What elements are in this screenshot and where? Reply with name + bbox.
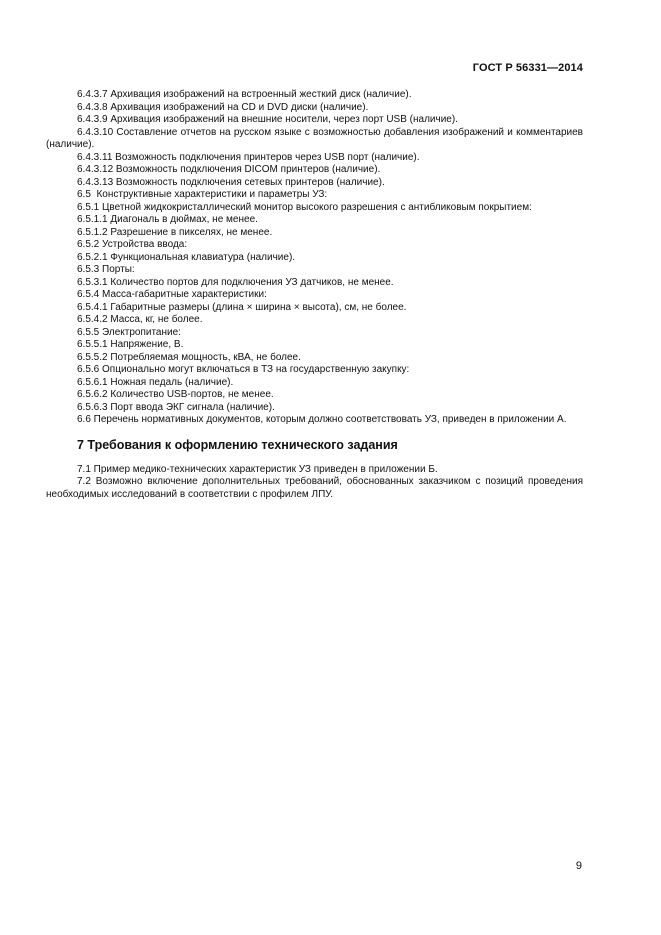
paragraph-6-5-3-1: 6.5.3.1 Количество портов для подключения УЗ датчиков, не менее. [77, 276, 394, 288]
paragraph-6-4-3-9: 6.4.3.9 Архивация изображений на внешние носители, через порт USB (наличие). [77, 114, 458, 125]
paragraph-6-4-3-7: 6.4.3.7 Архивация изображений на встроенный жесткий диск (наличие). [77, 89, 412, 100]
paragraph-6-6: 6.6 Перечень нормативных документов, которым должно соответствовать УЗ, приведен в приложении А. [77, 414, 567, 425]
paragraph-6-5-5: 6.5.5 Электропитание: [77, 326, 181, 338]
paragraph-6-4-3-13: 6.4.3.13 Возможность подключения сетевых принтеров (наличие). [77, 176, 385, 188]
paragraph-7-1: 7.1 Пример медико-технических характеристик УЗ приведен в приложении Б. [77, 463, 438, 475]
paragraph-6-5-5-1: 6.5.5.1 Напряжение, В. [77, 339, 184, 350]
paragraph-6-4-3-12: 6.4.3.12 Возможность подключения DICOM принтеров (наличие). [77, 164, 381, 175]
page-content [46, 89, 583, 501]
paragraph-6-5-6-2: 6.5.6.2 Количество USB-портов, не менее. [77, 389, 274, 400]
paragraph-6-5-2-1: 6.5.2.1 Функциональная клавиатура (наличие). [77, 251, 296, 263]
paragraph-6-5-1-1: 6.5.1.1 Диагональ в дюймах, не менее. [77, 214, 258, 225]
paragraph-6-4-3-11: 6.4.3.11 Возможность подключения принтеров через USB порт (наличие). [77, 151, 420, 163]
paragraph-6-5-5-2: 6.5.5.2 Потребляемая мощность, кВА, не более. [77, 351, 301, 363]
paragraph-6-5-2: 6.5.2 Устройства ввода: [77, 239, 188, 250]
standard-header: ГОСТ Р 56331—2014 [472, 62, 583, 74]
paragraph-6-5-6-3: 6.5.6.3 Порт ввода ЭКГ сигнала (наличие). [77, 401, 275, 413]
page-number: 9 [575, 860, 582, 872]
paragraph-7-2: 7.2 Возможно включение дополнительных требований, обоснованных заказчиком с позиций проведения необходимых исследований в соответствии с профилем ЛПУ. [46, 476, 583, 500]
paragraph-6-5-4-1: 6.5.4.1 Габаритные размеры (длина × ширина × высота), см, не более. [77, 301, 407, 313]
paragraph-6-5-3: 6.5.3 Порты: [77, 264, 135, 275]
paragraph-6-5-1-2: 6.5.1.2 Разрешение в пикселях, не менее. [77, 226, 273, 238]
paragraph-6-5-6: 6.5.6 Опционально могут включаться в ТЗ на государственную закупку: [77, 364, 410, 375]
section-7-title: 7 Требования к оформлению технического задания [77, 437, 398, 452]
paragraph-6-5-1: 6.5.1 Цветной жидкокристаллический монитор высокого разрешения с антибликовым покрытием: [77, 201, 532, 213]
paragraph-6-5-4: 6.5.4 Масса-габаритные характеристики: [77, 289, 267, 300]
paragraph-6-5-6-1: 6.5.6.1 Ножная педаль (наличие). [77, 376, 234, 388]
paragraph-6-5-4-2: 6.5.4.2 Масса, кг, не более. [77, 314, 203, 325]
paragraph-6-5: 6.5 Конструктивные характеристики и параметры УЗ: [77, 189, 328, 200]
paragraph-6-4-3-8: 6.4.3.8 Архивация изображений на CD и DVD диски (наличие). [77, 101, 369, 113]
paragraph-6-4-3-10: 6.4.3.10 Составление отчетов на русском языке с возможностью добавления изображений и комментариев (наличие). [46, 126, 583, 150]
